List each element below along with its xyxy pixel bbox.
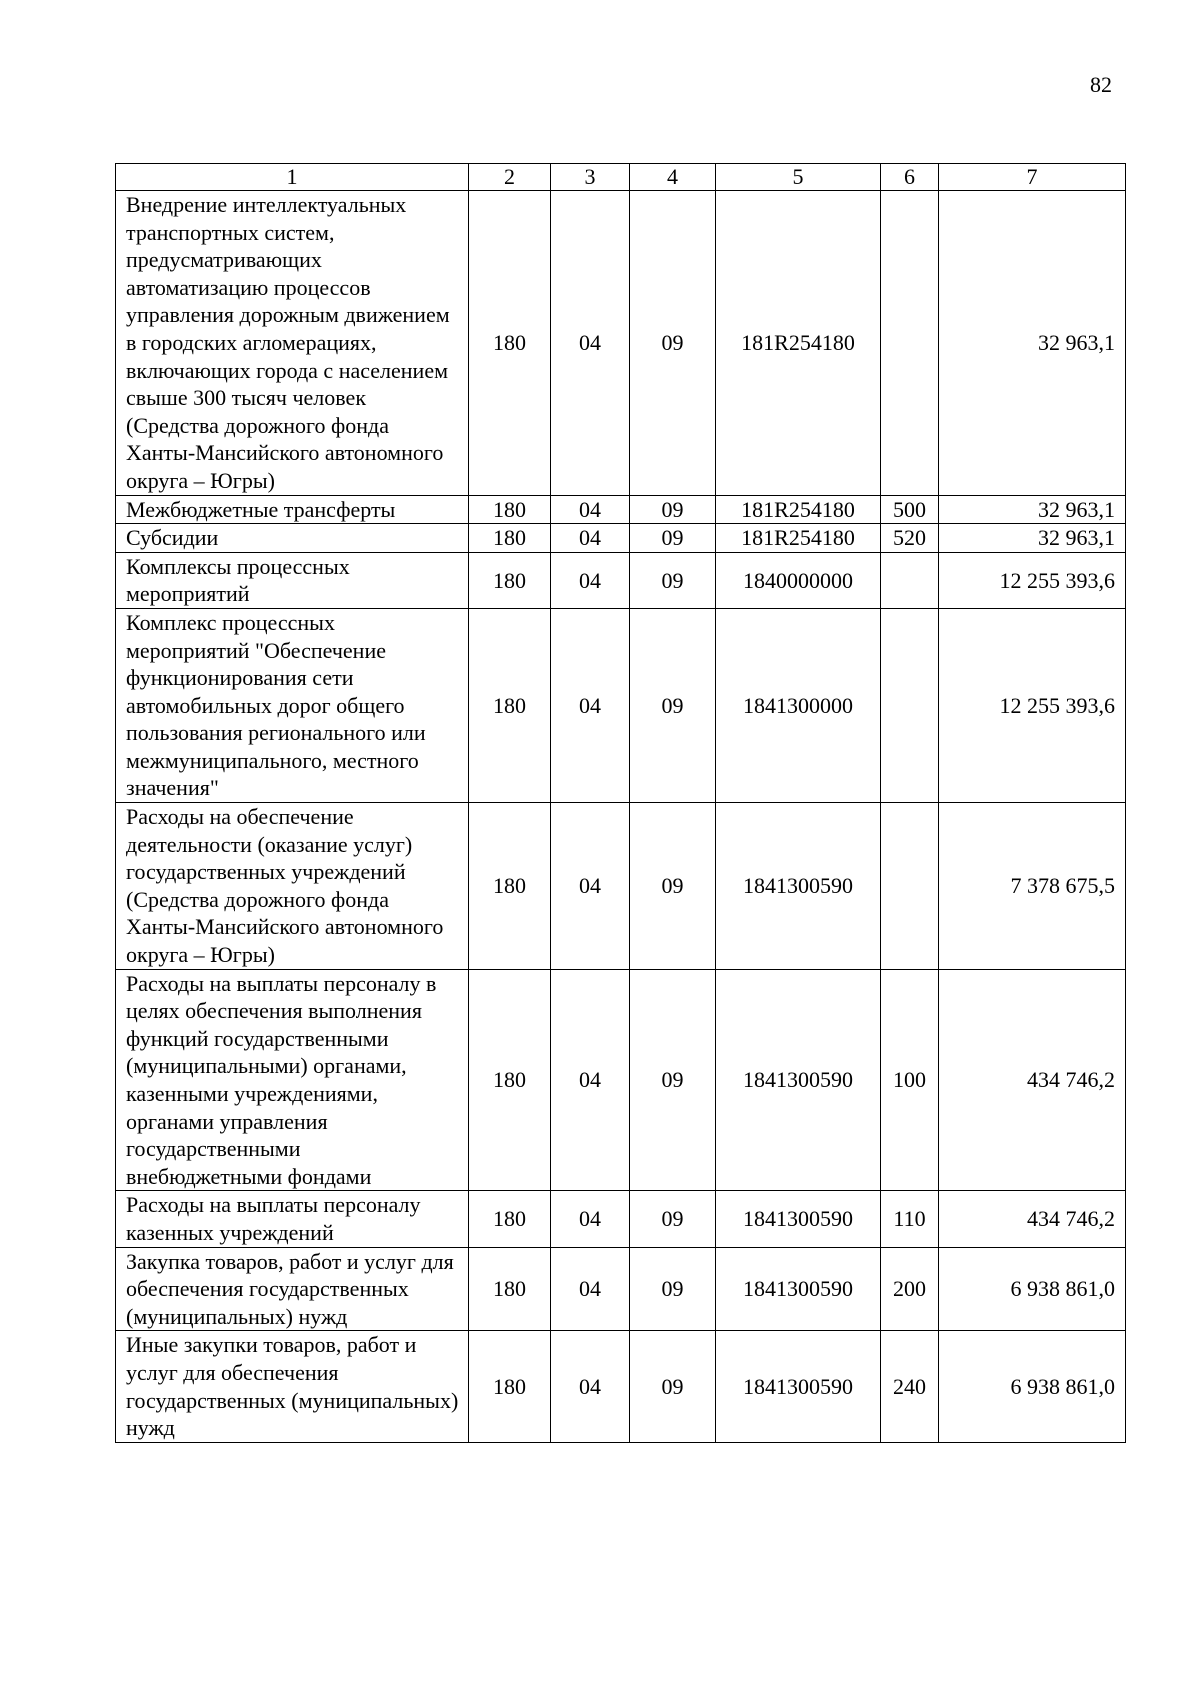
table-row — [116, 803, 1126, 970]
table-row — [116, 191, 1126, 496]
cell-col3: 04 — [551, 608, 630, 802]
cell-amount: 32 963,1 — [939, 495, 1126, 524]
cell-col6: 240 — [881, 1331, 939, 1442]
cell-col5: 1841300590 — [716, 1191, 881, 1247]
cell-col6: 110 — [881, 1191, 939, 1247]
table-header-row — [116, 164, 1126, 191]
table-row — [116, 608, 1126, 802]
column-header: 5 — [716, 164, 881, 191]
cell-col6: 200 — [881, 1247, 939, 1331]
cell-col5: 1840000000 — [716, 552, 881, 608]
cell-col3: 04 — [551, 1247, 630, 1331]
page-number: 82 — [1090, 72, 1112, 97]
column-header: 1 — [116, 164, 469, 191]
cell-col3: 04 — [551, 552, 630, 608]
cell-amount: 7 378 675,5 — [939, 803, 1126, 970]
row-name: Субсидии — [116, 524, 469, 553]
cell-col4: 09 — [630, 495, 716, 524]
cell-col4: 09 — [630, 524, 716, 553]
cell-col3: 04 — [551, 524, 630, 553]
row-name: Комплекс процессных мероприятий "Обеспечение функционирования сети автомобильных дорог общего пользования регионального или межмуниципального, местного значения" — [116, 608, 469, 802]
cell-col6: 100 — [881, 969, 939, 1191]
cell-amount: 6 938 861,0 — [939, 1331, 1126, 1442]
cell-col2: 180 — [469, 1247, 551, 1331]
cell-amount: 32 963,1 — [939, 191, 1126, 496]
cell-col4: 09 — [630, 1247, 716, 1331]
cell-col6 — [881, 803, 939, 970]
cell-col3: 04 — [551, 1191, 630, 1247]
row-name: Расходы на выплаты персоналу в целях обеспечения выполнения функций государственными (муниципальными) органами, казенными учреждениями, органами управления государственными внебюджетными фондами — [116, 969, 469, 1191]
cell-col6 — [881, 552, 939, 608]
row-name: Внедрение интеллектуальных транспортных систем, предусматривающих автоматизацию процессов управления дорожным движением в городских агломерациях, включающих города с населением свыше 300 тысяч человек (Средства дорожного фонда Ханты-Мансийского автономного округа – Югры) — [116, 191, 469, 496]
table-row — [116, 552, 1126, 608]
cell-col4: 09 — [630, 608, 716, 802]
column-header: 7 — [939, 164, 1126, 191]
cell-col2: 180 — [469, 1331, 551, 1442]
cell-col4: 09 — [630, 1331, 716, 1442]
table-row — [116, 1247, 1126, 1331]
cell-col5: 1841300590 — [716, 1247, 881, 1331]
cell-col2: 180 — [469, 969, 551, 1191]
column-header: 2 — [469, 164, 551, 191]
cell-col5: 1841300590 — [716, 969, 881, 1191]
cell-col6 — [881, 191, 939, 496]
cell-col3: 04 — [551, 495, 630, 524]
row-name: Расходы на выплаты персоналу казенных учреждений — [116, 1191, 469, 1247]
table-row — [116, 1331, 1126, 1442]
cell-col3: 04 — [551, 191, 630, 496]
cell-amount: 434 746,2 — [939, 1191, 1126, 1247]
cell-col4: 09 — [630, 191, 716, 496]
cell-col2: 180 — [469, 608, 551, 802]
column-header: 4 — [630, 164, 716, 191]
column-header: 3 — [551, 164, 630, 191]
row-name: Межбюджетные трансферты — [116, 495, 469, 524]
cell-col2: 180 — [469, 191, 551, 496]
table-row — [116, 969, 1126, 1191]
cell-amount: 12 255 393,6 — [939, 552, 1126, 608]
cell-amount: 6 938 861,0 — [939, 1247, 1126, 1331]
cell-col6: 500 — [881, 495, 939, 524]
cell-amount: 12 255 393,6 — [939, 608, 1126, 802]
column-header: 6 — [881, 164, 939, 191]
cell-amount: 434 746,2 — [939, 969, 1126, 1191]
cell-col3: 04 — [551, 803, 630, 970]
table-row — [116, 495, 1126, 524]
cell-col4: 09 — [630, 969, 716, 1191]
budget-table — [115, 163, 1126, 1443]
cell-col5: 181R254180 — [716, 524, 881, 553]
cell-col2: 180 — [469, 552, 551, 608]
cell-col3: 04 — [551, 1331, 630, 1442]
cell-col5: 1841300590 — [716, 803, 881, 970]
cell-col6 — [881, 608, 939, 802]
row-name: Расходы на обеспечение деятельности (оказание услуг) государственных учреждений (Средства дорожного фонда Ханты-Мансийского автономного округа – Югры) — [116, 803, 469, 970]
row-name: Комплексы процессных мероприятий — [116, 552, 469, 608]
cell-col2: 180 — [469, 803, 551, 970]
row-name: Иные закупки товаров, работ и услуг для обеспечения государственных (муниципальных) нужд — [116, 1331, 469, 1442]
cell-col5: 181R254180 — [716, 191, 881, 496]
cell-col4: 09 — [630, 1191, 716, 1247]
cell-col2: 180 — [469, 495, 551, 524]
cell-amount: 32 963,1 — [939, 524, 1126, 553]
cell-col4: 09 — [630, 552, 716, 608]
table-row — [116, 1191, 1126, 1247]
cell-col5: 1841300590 — [716, 1331, 881, 1442]
cell-col3: 04 — [551, 969, 630, 1191]
cell-col2: 180 — [469, 524, 551, 553]
cell-col5: 181R254180 — [716, 495, 881, 524]
cell-col4: 09 — [630, 803, 716, 970]
cell-col5: 1841300000 — [716, 608, 881, 802]
cell-col6: 520 — [881, 524, 939, 553]
cell-col2: 180 — [469, 1191, 551, 1247]
table-row — [116, 524, 1126, 553]
row-name: Закупка товаров, работ и услуг для обеспечения государственных (муниципальных) нужд — [116, 1247, 469, 1331]
